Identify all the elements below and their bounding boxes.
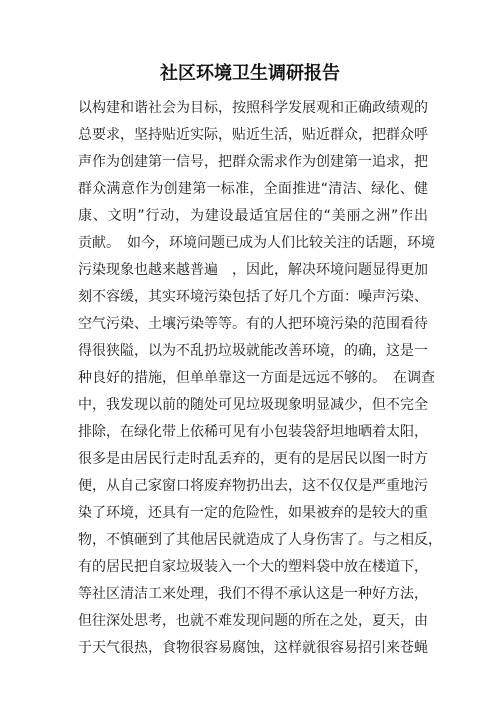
body-line: 声作为创建第一信号，把群众需求作为创建第一追求，把: [78, 154, 428, 170]
body-line: 中，我发现以前的随处可见垃圾现象明显减少，但不完全: [78, 397, 428, 413]
body-line: 群众满意作为创建第一标准，全面推进“清洁、绿化、健: [78, 181, 428, 197]
body-line: 有的居民把自家垃圾装入一个大的塑料袋中放在楼道下，: [78, 559, 428, 575]
body-line: 便，从自己家窗口将废弃物扔出去，这不仅仅是严重地污: [78, 478, 428, 494]
body-line: 排除，在绿化带上依稀可见有小包装袋舒坦地晒着太阳，: [78, 424, 428, 440]
document-title: 社区环境卫生调研报告: [160, 63, 340, 84]
body-line: 污染现象也越来越普遍 ，因此，解决环境问题显得更加: [78, 262, 428, 278]
body-line: 种良好的措施，但单单靠这一方面是远远不够的。 在调查: [78, 370, 435, 386]
body-line: 物，不慎砸到了其他居民就造成了人身伤害了。与之相反，: [78, 532, 442, 548]
body-line: 康、文明”行动，为建设最适宜居住的“美丽之洲”作出: [78, 208, 428, 224]
body-line: 于天气很热，食物很容易腐蚀，这样就很容易招引来苍蝇: [78, 640, 428, 656]
body-line: 空气污染、土壤污染等等。有的人把环境污染的范围看待: [78, 316, 428, 332]
body-line: 贡献。 如今，环境问题已成为人们比较关注的话题，环境: [78, 235, 435, 251]
body-line: 等社区清洁工来处理，我们不得不承认这是一种好方法，: [78, 586, 428, 602]
document-body: [78, 95, 442, 662]
body-line: 刻不容缓，其实环境污染包括了好几个方面：噪声污染、: [78, 289, 428, 305]
body-line: 得很狭隘，以为不乱扔垃圾就能改善环境，的确，这是一: [78, 343, 428, 359]
body-line: 总要求，坚持贴近实际，贴近生活，贴近群众，把群众呼: [78, 127, 428, 143]
body-line: 很多是由居民行走时乱丢弃的，更有的是居民以图一时方: [78, 451, 428, 467]
body-line: 以构建和谐社会为目标，按照科学发展观和正确政绩观的: [78, 100, 428, 116]
body-line: 但往深处思考，也就不难发现问题的所在之处，夏天，由: [78, 613, 428, 629]
body-line: 染了环境，还具有一定的危险性，如果被弃的是较大的重: [78, 505, 428, 521]
